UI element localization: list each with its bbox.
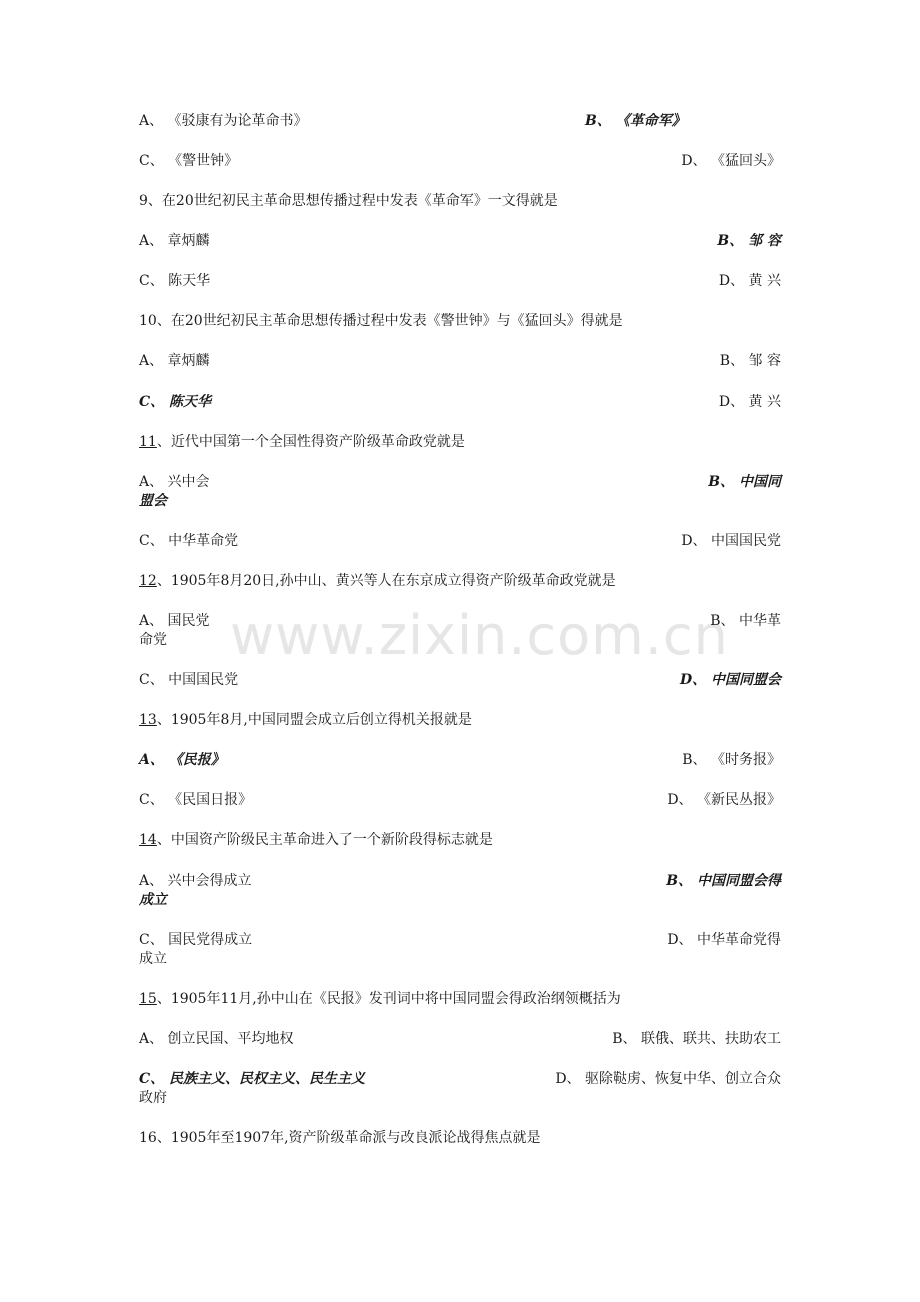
q9-option-c: C、 陈天华: [139, 273, 211, 289]
q9-option-d: D、 黄 兴: [718, 273, 781, 289]
q12-stem-text: 、1905年8月20日,孙中山、黄兴等人在东京成立得资产阶级革命政党就是: [156, 573, 616, 589]
q11-number: 11: [139, 434, 157, 450]
q11-option-a: A、 兴中会: [139, 474, 210, 490]
q15-option-a: A、 创立民国、平均地权: [139, 1031, 294, 1047]
q16-stem: 16、1905年至1907年,资产阶级革命派与改良派论战得焦点就是: [139, 1130, 541, 1146]
q13-stem-text: 、1905年8月,中国同盟会成立后创立得机关报就是: [156, 712, 472, 728]
q15-option-d: D、 驱除鞑虏、恢复中华、创立合众: [555, 1071, 781, 1087]
q10-option-c-answer: C、 陈天华: [139, 394, 212, 410]
q10-stem: 10、在20世纪初民主革命思想传播过程中发表《警世钟》与《猛回头》得就是: [139, 313, 623, 329]
q9-option-a: A、 章炳麟: [139, 233, 210, 249]
q11-option-c: C、 中华革命党: [139, 533, 239, 549]
q13-stem: [139, 711, 472, 729]
q12-option-c: C、 中国国民党: [139, 672, 239, 688]
q14-option-b-answer-cont: 成立: [139, 892, 167, 908]
q12-option-a: A、 国民党: [139, 613, 210, 629]
q12-stem: [139, 572, 616, 590]
watermark: www.zixin.com.cn: [230, 604, 729, 667]
q13-number: 13: [139, 712, 157, 728]
q15-option-c-answer: C、 民族主义、民权主义、民生主义: [139, 1071, 366, 1087]
q15-option-b: B、 联俄、联共、扶助农工: [612, 1031, 781, 1047]
q12-number: 12: [139, 573, 157, 589]
q14-option-b-answer: B、 中国同盟会得: [666, 873, 781, 889]
q15-stem: [139, 990, 621, 1008]
q9-option-b-answer: B、 邹 容: [717, 233, 781, 249]
q8-option-b-answer: B、 《革命军》: [585, 113, 686, 129]
q11-stem-text: 、近代中国第一个全国性得资产阶级革命政党就是: [156, 434, 465, 450]
q10-option-d: D、 黄 兴: [718, 394, 781, 410]
q8-option-a: A、 《驳康有为论革命书》: [139, 113, 308, 129]
q15-option-d-cont: 政府: [139, 1090, 167, 1106]
q14-number: 14: [139, 832, 157, 848]
q10-option-a: A、 章炳麟: [139, 353, 210, 369]
q15-number: 15: [139, 991, 157, 1007]
q10-option-b: B、 邹 容: [719, 353, 781, 369]
q14-stem-text: 、中国资产阶级民主革命进入了一个新阶段得标志就是: [156, 832, 493, 848]
q14-stem: [139, 831, 493, 849]
q12-option-b: B、 中华革: [710, 613, 781, 629]
q14-option-d: D、 中华革命党得: [667, 932, 781, 948]
q11-option-d: D、 中国国民党: [681, 533, 781, 549]
q14-option-c: C、 国民党得成立: [139, 932, 253, 948]
q15-stem-text: 、1905年11月,孙中山在《民报》发刊词中将中国同盟会得政治纲领概括为: [156, 991, 621, 1007]
q13-option-d: D、 《新民丛报》: [667, 792, 781, 808]
q13-option-c: C、 《民国日报》: [139, 792, 253, 808]
q8-option-c: C、 《警世钟》: [139, 153, 239, 169]
q14-option-d-cont: 成立: [139, 951, 167, 967]
q12-option-d-answer: D、 中国同盟会: [679, 672, 781, 688]
q9-stem: 9、在20世纪初民主革命思想传播过程中发表《革命军》一文得就是: [139, 193, 558, 209]
q8-option-d: D、 《猛回头》: [681, 153, 781, 169]
q13-option-a-answer: A、 《民报》: [139, 752, 225, 768]
q11-option-b-answer-cont: 盟会: [139, 493, 167, 509]
q11-stem: [139, 433, 465, 451]
q13-option-b: B、 《时务报》: [682, 752, 781, 768]
q12-option-b-cont: 命党: [139, 632, 167, 648]
q14-option-a: A、 兴中会得成立: [139, 873, 252, 889]
q11-option-b-answer: B、 中国同: [708, 474, 781, 490]
